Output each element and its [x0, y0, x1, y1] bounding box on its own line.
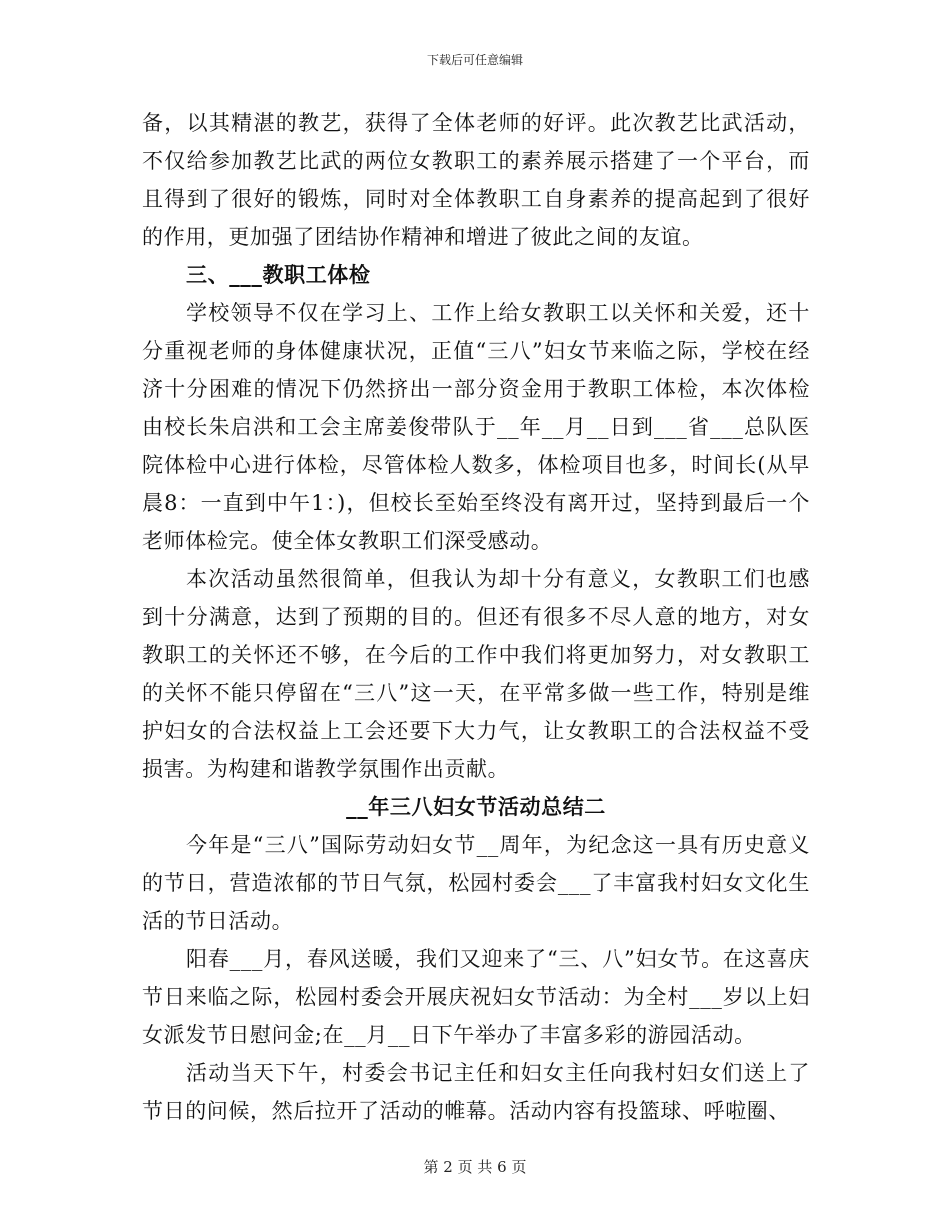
paragraph-evaluation: 本次活动虽然很简单，但我认为却十分有意义，女教职工们也感到十分满意，达到了预期的目的。但还有很多不尽人意的地方，对女教职工的关怀还不够，在今后的工作中我们将更加努力，对女教职工的关怀不能只停留在“三八”这一天，在平常多做一些工作，特别是维护妇女的合法权益上工会还要下大力气，让女教职工的合法权益不受损害。为构建和谐教学氛围作出贡献。 — [142, 567, 810, 781]
page-header: 下载后可任意编辑 — [426, 53, 523, 67]
paragraph-activity: 活动当天下午，村委会书记主任和妇女主任向我村妇女们送上了节日的问候，然后拉开了活动的帷幕。活动内容有投篮球、呼啦圈、 — [142, 1061, 810, 1123]
subheading-health-check: 三、___教职工体检 — [186, 262, 371, 287]
paragraph-health-check: 学校领导不仅在学习上、工作上给女教职工以关怀和关爱，还十分重视老师的身体健康状况，正值“三八”妇女节来临之际，学校在经济十分困难的情况下仍然挤出一部分资金用于教职工体检，本次体检由校长朱启洪和工会主席姜俊带队于__年__月__日到___省___总队医院体检中心进行体检，尽管体检人数多，体检项目也多，时间长(从早晨8：一直到中午1：)，但校长至始至终没有离开过，坚持到最后一个老师体检完。使全体女教职工们深受感动。 — [142, 301, 810, 553]
paragraph-spring: 阳春___月，春风送暖，我们又迎来了“三、八”妇女节。在这喜庆节日来临之际，松园村委会开展庆祝妇女节活动：为全村___岁以上妇女派发节日慰问金;在__月__日下午举办了丰富多彩的游园活动。 — [142, 947, 810, 1047]
paragraph-continuation: 备，以其精湛的教艺，获得了全体老师的好评。此次教艺比武活动，不仅给参加教艺比武的两位女教职工的素养展示搭建了一个平台，而且得到了很好的锻炼，同时对全体教职工自身素养的提高起到了很好的作用，更加强了团结协作精神和增进了彼此之间的友谊。 — [142, 111, 810, 249]
page-number: 第 2 页 共 6 页 — [423, 1158, 527, 1176]
section-title: __年三八妇女节活动总结二 — [346, 794, 606, 819]
document-body — [142, 104, 810, 1130]
paragraph-intro: 今年是“三八”国际劳动妇女节__周年，为纪念这一具有历史意义的节日，营造浓郁的节日气氛，松园村委会___了丰富我村妇女文化生活的节日活动。 — [142, 833, 810, 933]
